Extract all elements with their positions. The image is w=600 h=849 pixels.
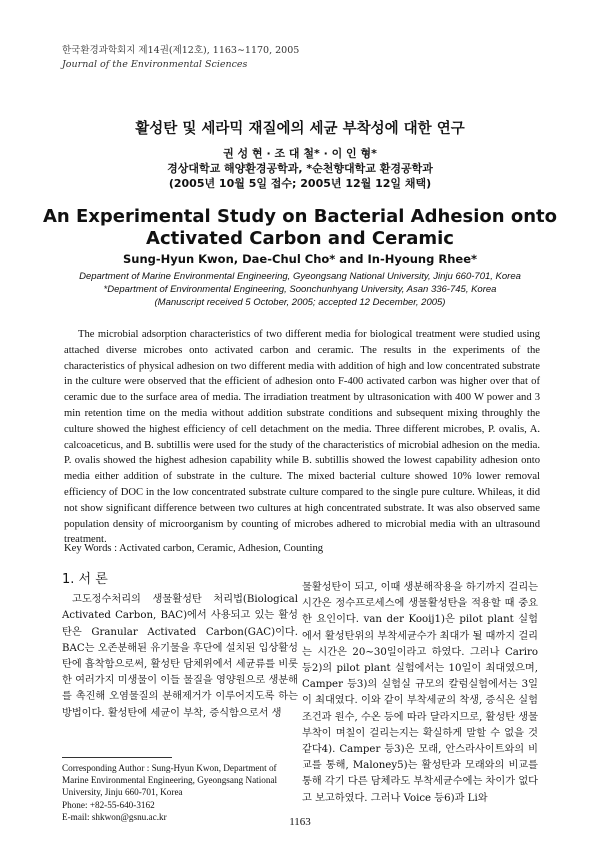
korean-authors: 권 성 현 · 조 대 철* · 이 인 형*: [223, 147, 377, 160]
korean-title: 활성탄 및 세라믹 재질에의 세균 부착성에 대한 연구: [135, 121, 465, 137]
corresponding-email: E-mail: shkwon@gsnu.ac.kr: [62, 811, 167, 822]
affiliation-2: *Department of Environmental Engineering, Soonchunhyang University, Asan 336-745, Korea: [103, 284, 497, 295]
page-number: 1163: [289, 816, 311, 828]
footnote-divider: [62, 757, 172, 758]
english-title: [0, 206, 600, 250]
korean-author-block: [0, 146, 600, 191]
english-title-line-1: An Experimental Study on Bacterial Adhesion onto: [42, 206, 558, 227]
right-column: [302, 580, 538, 807]
korean-affiliation: 경상대학교 해양환경공학과, *순천향대학교 환경공학과: [167, 162, 433, 175]
english-authors: Sung-Hyun Kwon, Dae-Chul Cho* and In-Hyoung Rhee*: [122, 252, 478, 266]
journal-header: [62, 44, 299, 72]
manuscript-dates: (Manuscript received 5 October, 2005; accepted 12 December, 2005): [154, 297, 446, 308]
left-column: [62, 572, 298, 722]
affiliation-1: Department of Marine Environmental Engineering, Gyeongsang National University, Jinju 660-701, Korea: [79, 271, 521, 282]
right-column-text: 물활성탄이 되고, 이때 생분해작용을 하기까지 걸리는 시간은 정수프로세스에 생물활성탄을 적용할 때 중요한 요인이다. van der Kooij1)은 pilot plant 실험에서 활성탄위의 부착세균수가 최대가 될 때까지 걸리는 시간은 20∼30일이라고 하였다. 그러나 Cariro 등2)의 pilot plant 실험에서는 10일이 최대였으며, Camper 등3)의 실험실 규모의 칼럼실험에서는 3일이 최대였다. 이와 같이 부착세균의 착생, 증식은 실험조건과 원수, 수온 등에 따라 달라지므로, 활성탄 생물부착이 며칠이 걸리는지는 확실하게 말할 수 없을 것 같다4). Camper 등3)은 모래, 안스라사이트와의 비교를 통해, Maloney5)는 활성탄과 모래와의 비교를 통해 각기 다른 담체라도 부착세균수에는 차이가 없다고 보고하였다. 그러나 Voice 등6)과 Li와: [302, 582, 538, 804]
keywords: Key Words : Activated carbon, Ceramic, Adhesion, Counting: [64, 543, 324, 554]
section-heading-introduction: 1. 서 론: [62, 572, 108, 587]
corresponding-author-note: [62, 762, 298, 823]
korean-dates: (2005년 10월 5일 접수; 2005년 12월 12일 채택): [168, 177, 432, 190]
english-title-line-2: Activated Carbon and Ceramic: [146, 228, 454, 249]
abstract-text: The microbial adsorption characteristics of two different media for biological treatment were studied using attached diverse microbes onto activated carbon and ceramic. The results in the experiments of the characteristics of physical adhesion on two different media with addition of high and low concentrated substrate in the culture were observed that the efficient of adhesion onto F-400 activated carbon was higher over that of ceramic due to the surface area of media. The irradiation treatment by ultrasonication with 400 W power and 3 min retention time on the media without addition substrate conditions and subsequent mixing throughly the culture showed the highest efficiency of cell detachment on the media. Three different microbes, P. ovalis, A. calcoaceticus, and B. subtillis were used for the study of the characteristics of microbial adhesion on the media. P. ovalis showed the highest adhesion capability while B. subtillis showed the lowest capability adhesion onto media either addition of substrate in the culture. The mixed bacterial culture showed 10% lower removal efficiency of DOC in the low concentrated substrate culture compared to the single pure culture. Whileas, it did not show significant difference between two cultures at high concentrated substrate. It was also observed same population density of microorganism by counting of microbes adhered to microbial media with an ultrasound treatment.: [64, 329, 540, 546]
corresponding-phone: Phone: +82-55-640-3162: [62, 799, 155, 810]
journal-english: Journal of the Environmental Sciences: [62, 59, 248, 70]
left-column-text: 고도정수처리의 생물활성탄 처리법(Biological Activated Carbon, BAC)에서 사용되고 있는 활성탄은 Granular Activated Carbon(GAC)이다. BAC는 오존분해된 유기물을 후단에 설치된 입상활성탄에 흡착함으로써, 활성탄 담체위에서 세균류를 비롯한 여러가지 미생물이 이들 물질을 영양원으로 생분해를 촉진해 오염물질의 분해제거가 이루어지도록 하는 방법이다. 활성탄에 세균이 부착, 증식함으로서 생: [62, 594, 298, 719]
journal-korean: 한국환경과학회지 제14권(제12호), 1163∼1170, 2005: [62, 45, 300, 56]
corresponding-author: Corresponding Author : Sung-Hyun Kwon, Department of Marine Environmental Engineering, Gyeongsang National University, Jinju 660-701, Korea: [62, 763, 278, 798]
abstract: [64, 327, 540, 548]
english-affiliations: [0, 270, 600, 309]
